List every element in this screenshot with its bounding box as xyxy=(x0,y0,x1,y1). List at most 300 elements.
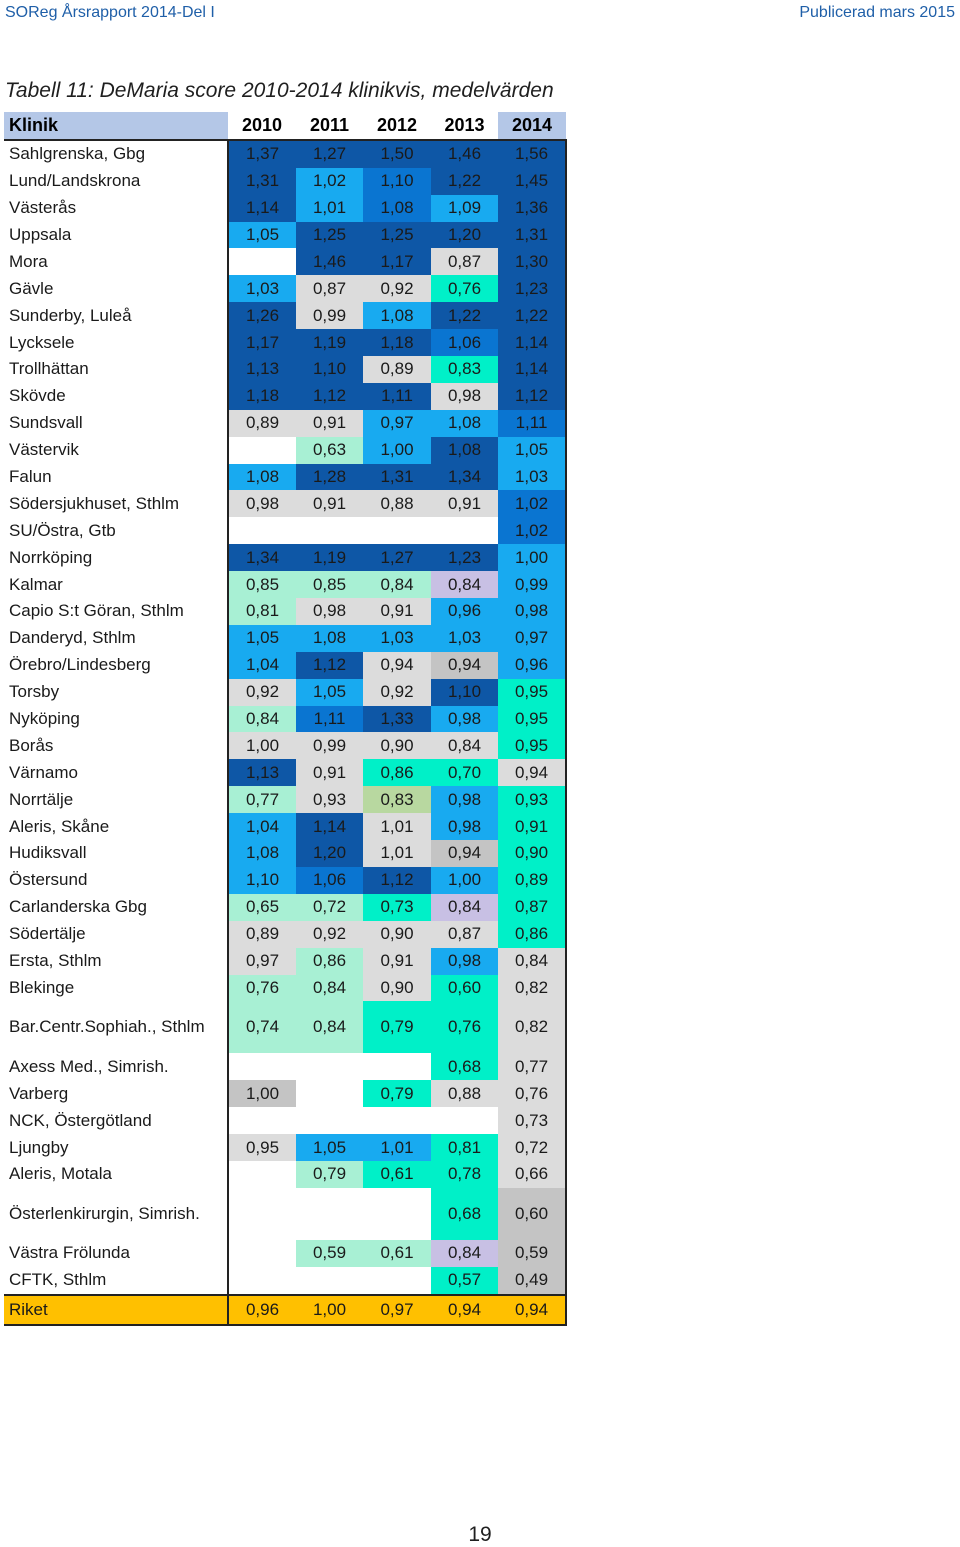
score-cell-2014: 1,02 xyxy=(498,517,566,544)
table-row xyxy=(4,625,566,652)
score-cell-2012: 0,83 xyxy=(363,786,431,813)
score-cell-2010 xyxy=(228,517,296,544)
score-cell-2013: 0,87 xyxy=(431,248,498,275)
score-cell-2014: 1,11 xyxy=(498,410,566,437)
table-row xyxy=(4,302,566,329)
score-cell-2012: 0,61 xyxy=(363,1240,431,1267)
header-report-title: SOReg Årsrapport 2014-Del I xyxy=(5,4,215,21)
table-row xyxy=(4,1134,566,1161)
score-cell-2013: 0,81 xyxy=(431,1134,498,1161)
clinic-name: Södersjukhuset, Sthlm xyxy=(4,490,228,517)
table-row xyxy=(4,1053,566,1080)
score-cell-2014: 0,94 xyxy=(498,759,566,786)
score-cell-2010: 1,05 xyxy=(228,222,296,249)
score-cell-2010 xyxy=(228,437,296,464)
score-cell-2010: 1,03 xyxy=(228,275,296,302)
score-cell-2012: 1,01 xyxy=(363,840,431,867)
score-cell-2014: 1,23 xyxy=(498,275,566,302)
score-cell-2012: 1,01 xyxy=(363,1134,431,1161)
riket-label: Riket xyxy=(4,1295,228,1325)
table-row xyxy=(4,329,566,356)
score-cell-2011: 0,99 xyxy=(296,302,363,329)
score-cell-2013: 0,84 xyxy=(431,894,498,921)
score-cell-2012: 1,31 xyxy=(363,464,431,491)
score-cell-2014: 0,76 xyxy=(498,1080,566,1107)
clinic-name: Skövde xyxy=(4,383,228,410)
table-row xyxy=(4,1240,566,1267)
clinic-name: Blekinge xyxy=(4,975,228,1002)
table-row xyxy=(4,168,566,195)
score-cell-2011: 1,19 xyxy=(296,329,363,356)
score-cell-2010: 1,26 xyxy=(228,302,296,329)
score-cell-2014: 0,84 xyxy=(498,948,566,975)
score-cell-2011: 1,11 xyxy=(296,706,363,733)
table-row xyxy=(4,383,566,410)
score-cell-2014: 0,82 xyxy=(498,1001,566,1053)
table-caption: Tabell 11: DeMaria score 2010-2014 klinikvis, medelvärden xyxy=(5,79,554,102)
score-cell-2010 xyxy=(228,248,296,275)
score-cell-2014: 0,95 xyxy=(498,679,566,706)
table-header-row xyxy=(4,112,566,140)
score-cell-2013: 0,68 xyxy=(431,1188,498,1240)
score-cell-2013: 1,08 xyxy=(431,410,498,437)
score-cell-2014: 0,86 xyxy=(498,921,566,948)
score-cell-2012: 1,17 xyxy=(363,248,431,275)
table-row xyxy=(4,464,566,491)
table-row xyxy=(4,275,566,302)
score-cell-2011: 0,91 xyxy=(296,410,363,437)
score-cell-2014: 1,36 xyxy=(498,195,566,222)
score-cell-2011: 1,19 xyxy=(296,544,363,571)
score-cell-2011: 1,25 xyxy=(296,222,363,249)
score-cell-2012: 0,73 xyxy=(363,894,431,921)
score-cell-2013: 0,83 xyxy=(431,356,498,383)
score-cell-2012: 1,18 xyxy=(363,329,431,356)
score-cell-2014: 0,66 xyxy=(498,1161,566,1188)
score-cell-2013: 0,57 xyxy=(431,1267,498,1295)
score-cell-2010: 0,85 xyxy=(228,571,296,598)
score-cell-2012: 0,79 xyxy=(363,1001,431,1053)
riket-score-2010: 0,96 xyxy=(228,1295,296,1325)
table-row xyxy=(4,786,566,813)
score-cell-2010 xyxy=(228,1053,296,1080)
score-cell-2012: 0,86 xyxy=(363,759,431,786)
score-cell-2014: 0,87 xyxy=(498,894,566,921)
table-row xyxy=(4,140,566,168)
riket-score-2011: 1,00 xyxy=(296,1295,363,1325)
score-cell-2013: 0,98 xyxy=(431,383,498,410)
clinic-name: Kalmar xyxy=(4,571,228,598)
column-header-2013: 2013 xyxy=(431,112,498,140)
clinic-name: Lycksele xyxy=(4,329,228,356)
score-cell-2013: 0,87 xyxy=(431,921,498,948)
table-row xyxy=(4,517,566,544)
clinic-name: Aleris, Motala xyxy=(4,1161,228,1188)
score-cell-2014: 0,59 xyxy=(498,1240,566,1267)
score-cell-2014: 0,99 xyxy=(498,571,566,598)
score-cell-2011: 1,05 xyxy=(296,679,363,706)
score-cell-2014: 1,12 xyxy=(498,383,566,410)
score-cell-2013: 1,06 xyxy=(431,329,498,356)
score-cell-2013: 1,10 xyxy=(431,679,498,706)
score-cell-2010: 0,89 xyxy=(228,410,296,437)
score-cell-2013: 0,84 xyxy=(431,1240,498,1267)
score-cell-2010: 0,89 xyxy=(228,921,296,948)
score-cell-2011 xyxy=(296,517,363,544)
table-row xyxy=(4,356,566,383)
clinic-name: Västervik xyxy=(4,437,228,464)
table-row xyxy=(4,1188,566,1240)
score-cell-2013: 1,22 xyxy=(431,168,498,195)
score-cell-2013: 0,98 xyxy=(431,786,498,813)
score-cell-2010: 1,00 xyxy=(228,732,296,759)
score-cell-2010: 0,74 xyxy=(228,1001,296,1053)
score-cell-2011: 1,08 xyxy=(296,625,363,652)
score-cell-2010 xyxy=(228,1267,296,1295)
score-cell-2014: 1,30 xyxy=(498,248,566,275)
score-cell-2014: 0,98 xyxy=(498,598,566,625)
score-cell-2012: 0,88 xyxy=(363,490,431,517)
score-cell-2011: 0,84 xyxy=(296,1001,363,1053)
score-cell-2013 xyxy=(431,1107,498,1134)
table-row xyxy=(4,1001,566,1053)
clinic-name: Sahlgrenska, Gbg xyxy=(4,140,228,168)
score-cell-2014: 0,96 xyxy=(498,652,566,679)
score-cell-2010: 0,76 xyxy=(228,975,296,1002)
score-cell-2013: 1,46 xyxy=(431,140,498,168)
table-row xyxy=(4,894,566,921)
clinic-name: Sunderby, Luleå xyxy=(4,302,228,329)
riket-score-2014: 0,94 xyxy=(498,1295,566,1325)
clinic-name: Sundsvall xyxy=(4,410,228,437)
score-cell-2014: 1,14 xyxy=(498,356,566,383)
score-cell-2011: 0,59 xyxy=(296,1240,363,1267)
score-cell-2011: 1,14 xyxy=(296,813,363,840)
score-cell-2010: 1,08 xyxy=(228,464,296,491)
score-cell-2012: 1,08 xyxy=(363,302,431,329)
score-cell-2011: 1,20 xyxy=(296,840,363,867)
clinic-name: Ljungby xyxy=(4,1134,228,1161)
table-row xyxy=(4,437,566,464)
clinic-name: Nyköping xyxy=(4,706,228,733)
clinic-name: Aleris, Skåne xyxy=(4,813,228,840)
score-cell-2011: 0,98 xyxy=(296,598,363,625)
score-cell-2013: 0,68 xyxy=(431,1053,498,1080)
score-cell-2010: 0,84 xyxy=(228,706,296,733)
score-cell-2012: 1,50 xyxy=(363,140,431,168)
score-cell-2011: 0,79 xyxy=(296,1161,363,1188)
score-cell-2010: 1,04 xyxy=(228,652,296,679)
score-cell-2012: 0,79 xyxy=(363,1080,431,1107)
clinic-name: NCK, Östergötland xyxy=(4,1107,228,1134)
clinic-name: Hudiksvall xyxy=(4,840,228,867)
table-row xyxy=(4,652,566,679)
score-cell-2012: 1,25 xyxy=(363,222,431,249)
score-cell-2010: 1,04 xyxy=(228,813,296,840)
score-cell-2014: 1,14 xyxy=(498,329,566,356)
table-row xyxy=(4,1161,566,1188)
score-cell-2010: 1,13 xyxy=(228,759,296,786)
clinic-name: Lund/Landskrona xyxy=(4,168,228,195)
table-row xyxy=(4,840,566,867)
score-cell-2010: 1,13 xyxy=(228,356,296,383)
score-cell-2012: 0,91 xyxy=(363,598,431,625)
table-row xyxy=(4,410,566,437)
score-cell-2014: 0,82 xyxy=(498,975,566,1002)
score-cell-2011: 0,85 xyxy=(296,571,363,598)
score-cell-2011: 1,28 xyxy=(296,464,363,491)
score-cell-2013: 0,60 xyxy=(431,975,498,1002)
clinic-name: Uppsala xyxy=(4,222,228,249)
score-cell-2014: 0,91 xyxy=(498,813,566,840)
score-cell-2012 xyxy=(363,517,431,544)
clinic-name: Örebro/Lindesberg xyxy=(4,652,228,679)
column-header-klinik: Klinik xyxy=(4,112,228,140)
clinic-name: Östersund xyxy=(4,867,228,894)
score-cell-2012: 0,61 xyxy=(363,1161,431,1188)
score-cell-2010: 1,17 xyxy=(228,329,296,356)
score-cell-2013: 0,88 xyxy=(431,1080,498,1107)
column-header-2014: 2014 xyxy=(498,112,566,140)
table-row xyxy=(4,921,566,948)
score-cell-2011: 1,05 xyxy=(296,1134,363,1161)
column-header-2011: 2011 xyxy=(296,112,363,140)
score-cell-2013: 1,03 xyxy=(431,625,498,652)
score-cell-2010: 1,10 xyxy=(228,867,296,894)
score-cell-2010: 1,14 xyxy=(228,195,296,222)
score-cell-2013: 0,98 xyxy=(431,813,498,840)
score-cell-2010: 0,95 xyxy=(228,1134,296,1161)
score-cell-2013: 0,76 xyxy=(431,275,498,302)
score-cell-2012: 0,97 xyxy=(363,410,431,437)
table-row xyxy=(4,813,566,840)
clinic-name: CFTK, Sthlm xyxy=(4,1267,228,1295)
score-cell-2010: 0,81 xyxy=(228,598,296,625)
table-body xyxy=(4,140,566,1325)
score-cell-2013: 0,94 xyxy=(431,652,498,679)
score-cell-2010: 0,77 xyxy=(228,786,296,813)
score-cell-2014: 1,03 xyxy=(498,464,566,491)
score-cell-2012: 0,92 xyxy=(363,275,431,302)
score-cell-2011 xyxy=(296,1053,363,1080)
score-cell-2011: 0,91 xyxy=(296,490,363,517)
table-row xyxy=(4,679,566,706)
column-header-2010: 2010 xyxy=(228,112,296,140)
score-cell-2010: 0,65 xyxy=(228,894,296,921)
score-cell-2010: 1,05 xyxy=(228,625,296,652)
score-cell-2014: 0,95 xyxy=(498,706,566,733)
score-cell-2013: 1,20 xyxy=(431,222,498,249)
score-cell-2012 xyxy=(363,1053,431,1080)
score-cell-2012: 0,89 xyxy=(363,356,431,383)
score-cell-2011: 1,46 xyxy=(296,248,363,275)
header-published-date: Publicerad mars 2015 xyxy=(799,4,955,21)
score-cell-2014: 0,60 xyxy=(498,1188,566,1240)
score-cell-2012: 1,10 xyxy=(363,168,431,195)
score-cell-2011: 1,06 xyxy=(296,867,363,894)
score-cell-2011: 0,86 xyxy=(296,948,363,975)
clinic-name: Norrtälje xyxy=(4,786,228,813)
score-cell-2011: 0,84 xyxy=(296,975,363,1002)
page-number: 19 xyxy=(468,1523,492,1546)
score-cell-2014: 0,93 xyxy=(498,786,566,813)
score-cell-2012: 0,90 xyxy=(363,921,431,948)
score-cell-2010 xyxy=(228,1188,296,1240)
score-cell-2013: 0,76 xyxy=(431,1001,498,1053)
table-row xyxy=(4,1107,566,1134)
score-cell-2012: 1,12 xyxy=(363,867,431,894)
score-cell-2013: 1,22 xyxy=(431,302,498,329)
score-cell-2011: 0,99 xyxy=(296,732,363,759)
table-row xyxy=(4,1080,566,1107)
clinic-name: Ersta, Sthlm xyxy=(4,948,228,975)
score-cell-2014: 1,00 xyxy=(498,544,566,571)
table-row xyxy=(4,248,566,275)
score-cell-2013: 0,98 xyxy=(431,948,498,975)
score-cell-2012 xyxy=(363,1188,431,1240)
clinic-name: Capio S:t Göran, Sthlm xyxy=(4,598,228,625)
score-cell-2014: 1,02 xyxy=(498,490,566,517)
table-row xyxy=(4,975,566,1002)
score-cell-2013: 1,00 xyxy=(431,867,498,894)
score-cell-2010: 1,18 xyxy=(228,383,296,410)
riket-row xyxy=(4,1295,566,1325)
score-cell-2013: 0,98 xyxy=(431,706,498,733)
score-cell-2010: 1,08 xyxy=(228,840,296,867)
score-cell-2014: 1,56 xyxy=(498,140,566,168)
score-cell-2010: 1,31 xyxy=(228,168,296,195)
score-cell-2012: 0,92 xyxy=(363,679,431,706)
clinic-name: Mora xyxy=(4,248,228,275)
score-cell-2010: 1,37 xyxy=(228,140,296,168)
table-row xyxy=(4,571,566,598)
clinic-name: Västra Frölunda xyxy=(4,1240,228,1267)
score-cell-2013: 0,91 xyxy=(431,490,498,517)
table-row xyxy=(4,598,566,625)
score-cell-2011: 1,12 xyxy=(296,383,363,410)
score-cell-2013: 0,96 xyxy=(431,598,498,625)
clinic-name: SU/Östra, Gtb xyxy=(4,517,228,544)
table-row xyxy=(4,544,566,571)
score-cell-2012: 0,94 xyxy=(363,652,431,679)
table-row xyxy=(4,948,566,975)
score-cell-2010 xyxy=(228,1107,296,1134)
score-cell-2012: 0,90 xyxy=(363,732,431,759)
score-cell-2014: 1,05 xyxy=(498,437,566,464)
score-cell-2011: 0,63 xyxy=(296,437,363,464)
score-cell-2012: 1,00 xyxy=(363,437,431,464)
score-cell-2011: 1,10 xyxy=(296,356,363,383)
score-cell-2014: 0,49 xyxy=(498,1267,566,1295)
score-cell-2011: 0,93 xyxy=(296,786,363,813)
clinic-name: Carlanderska Gbg xyxy=(4,894,228,921)
score-cell-2012: 0,90 xyxy=(363,975,431,1002)
score-cell-2010: 0,92 xyxy=(228,679,296,706)
score-cell-2011 xyxy=(296,1107,363,1134)
table-row xyxy=(4,195,566,222)
score-cell-2014: 0,95 xyxy=(498,732,566,759)
column-header-2012: 2012 xyxy=(363,112,431,140)
score-cell-2013: 1,34 xyxy=(431,464,498,491)
clinic-name: Österlenkirurgin, Simrish. xyxy=(4,1188,228,1240)
score-cell-2013: 0,84 xyxy=(431,571,498,598)
score-cell-2011: 0,91 xyxy=(296,759,363,786)
score-cell-2010: 1,00 xyxy=(228,1080,296,1107)
score-cell-2014: 1,45 xyxy=(498,168,566,195)
clinic-name: Torsby xyxy=(4,679,228,706)
score-cell-2010: 0,97 xyxy=(228,948,296,975)
score-cell-2011: 0,92 xyxy=(296,921,363,948)
score-cell-2012: 1,33 xyxy=(363,706,431,733)
score-cell-2012: 1,08 xyxy=(363,195,431,222)
clinic-name: Västerås xyxy=(4,195,228,222)
score-cell-2012: 0,91 xyxy=(363,948,431,975)
score-cell-2011: 1,12 xyxy=(296,652,363,679)
score-cell-2010: 1,34 xyxy=(228,544,296,571)
score-cell-2013: 1,23 xyxy=(431,544,498,571)
clinic-name: Borås xyxy=(4,732,228,759)
score-cell-2010 xyxy=(228,1240,296,1267)
table-row xyxy=(4,759,566,786)
demaria-score-table xyxy=(4,112,567,1326)
table-row xyxy=(4,867,566,894)
score-cell-2011: 0,87 xyxy=(296,275,363,302)
score-cell-2012: 1,11 xyxy=(363,383,431,410)
score-cell-2013: 0,84 xyxy=(431,732,498,759)
score-cell-2012: 1,27 xyxy=(363,544,431,571)
score-cell-2011: 0,72 xyxy=(296,894,363,921)
score-cell-2013: 0,70 xyxy=(431,759,498,786)
score-cell-2014: 0,77 xyxy=(498,1053,566,1080)
score-cell-2014: 0,72 xyxy=(498,1134,566,1161)
clinic-name: Värnamo xyxy=(4,759,228,786)
score-cell-2011: 1,01 xyxy=(296,195,363,222)
table-row xyxy=(4,222,566,249)
score-cell-2011 xyxy=(296,1188,363,1240)
clinic-name: Norrköping xyxy=(4,544,228,571)
table-row xyxy=(4,490,566,517)
score-cell-2010: 0,98 xyxy=(228,490,296,517)
score-cell-2013: 0,94 xyxy=(431,840,498,867)
score-cell-2014: 0,73 xyxy=(498,1107,566,1134)
score-cell-2012: 1,01 xyxy=(363,813,431,840)
score-cell-2011: 1,27 xyxy=(296,140,363,168)
score-cell-2014: 0,89 xyxy=(498,867,566,894)
score-cell-2014: 0,90 xyxy=(498,840,566,867)
clinic-name: Bar.Centr.Sophiah., Sthlm xyxy=(4,1001,228,1053)
score-cell-2011: 1,02 xyxy=(296,168,363,195)
clinic-name: Axess Med., Simrish. xyxy=(4,1053,228,1080)
riket-score-2013: 0,94 xyxy=(431,1295,498,1325)
score-cell-2012: 1,03 xyxy=(363,625,431,652)
clinic-name: Trollhättan xyxy=(4,356,228,383)
score-cell-2011 xyxy=(296,1267,363,1295)
score-cell-2013: 1,09 xyxy=(431,195,498,222)
score-cell-2012 xyxy=(363,1267,431,1295)
score-cell-2010 xyxy=(228,1161,296,1188)
score-cell-2013: 1,08 xyxy=(431,437,498,464)
clinic-name: Gävle xyxy=(4,275,228,302)
score-cell-2014: 0,97 xyxy=(498,625,566,652)
table-row xyxy=(4,732,566,759)
clinic-name: Södertälje xyxy=(4,921,228,948)
score-cell-2014: 1,31 xyxy=(498,222,566,249)
table-row xyxy=(4,1267,566,1295)
score-cell-2011 xyxy=(296,1080,363,1107)
table-row xyxy=(4,706,566,733)
score-cell-2013: 0,78 xyxy=(431,1161,498,1188)
clinic-name: Danderyd, Sthlm xyxy=(4,625,228,652)
